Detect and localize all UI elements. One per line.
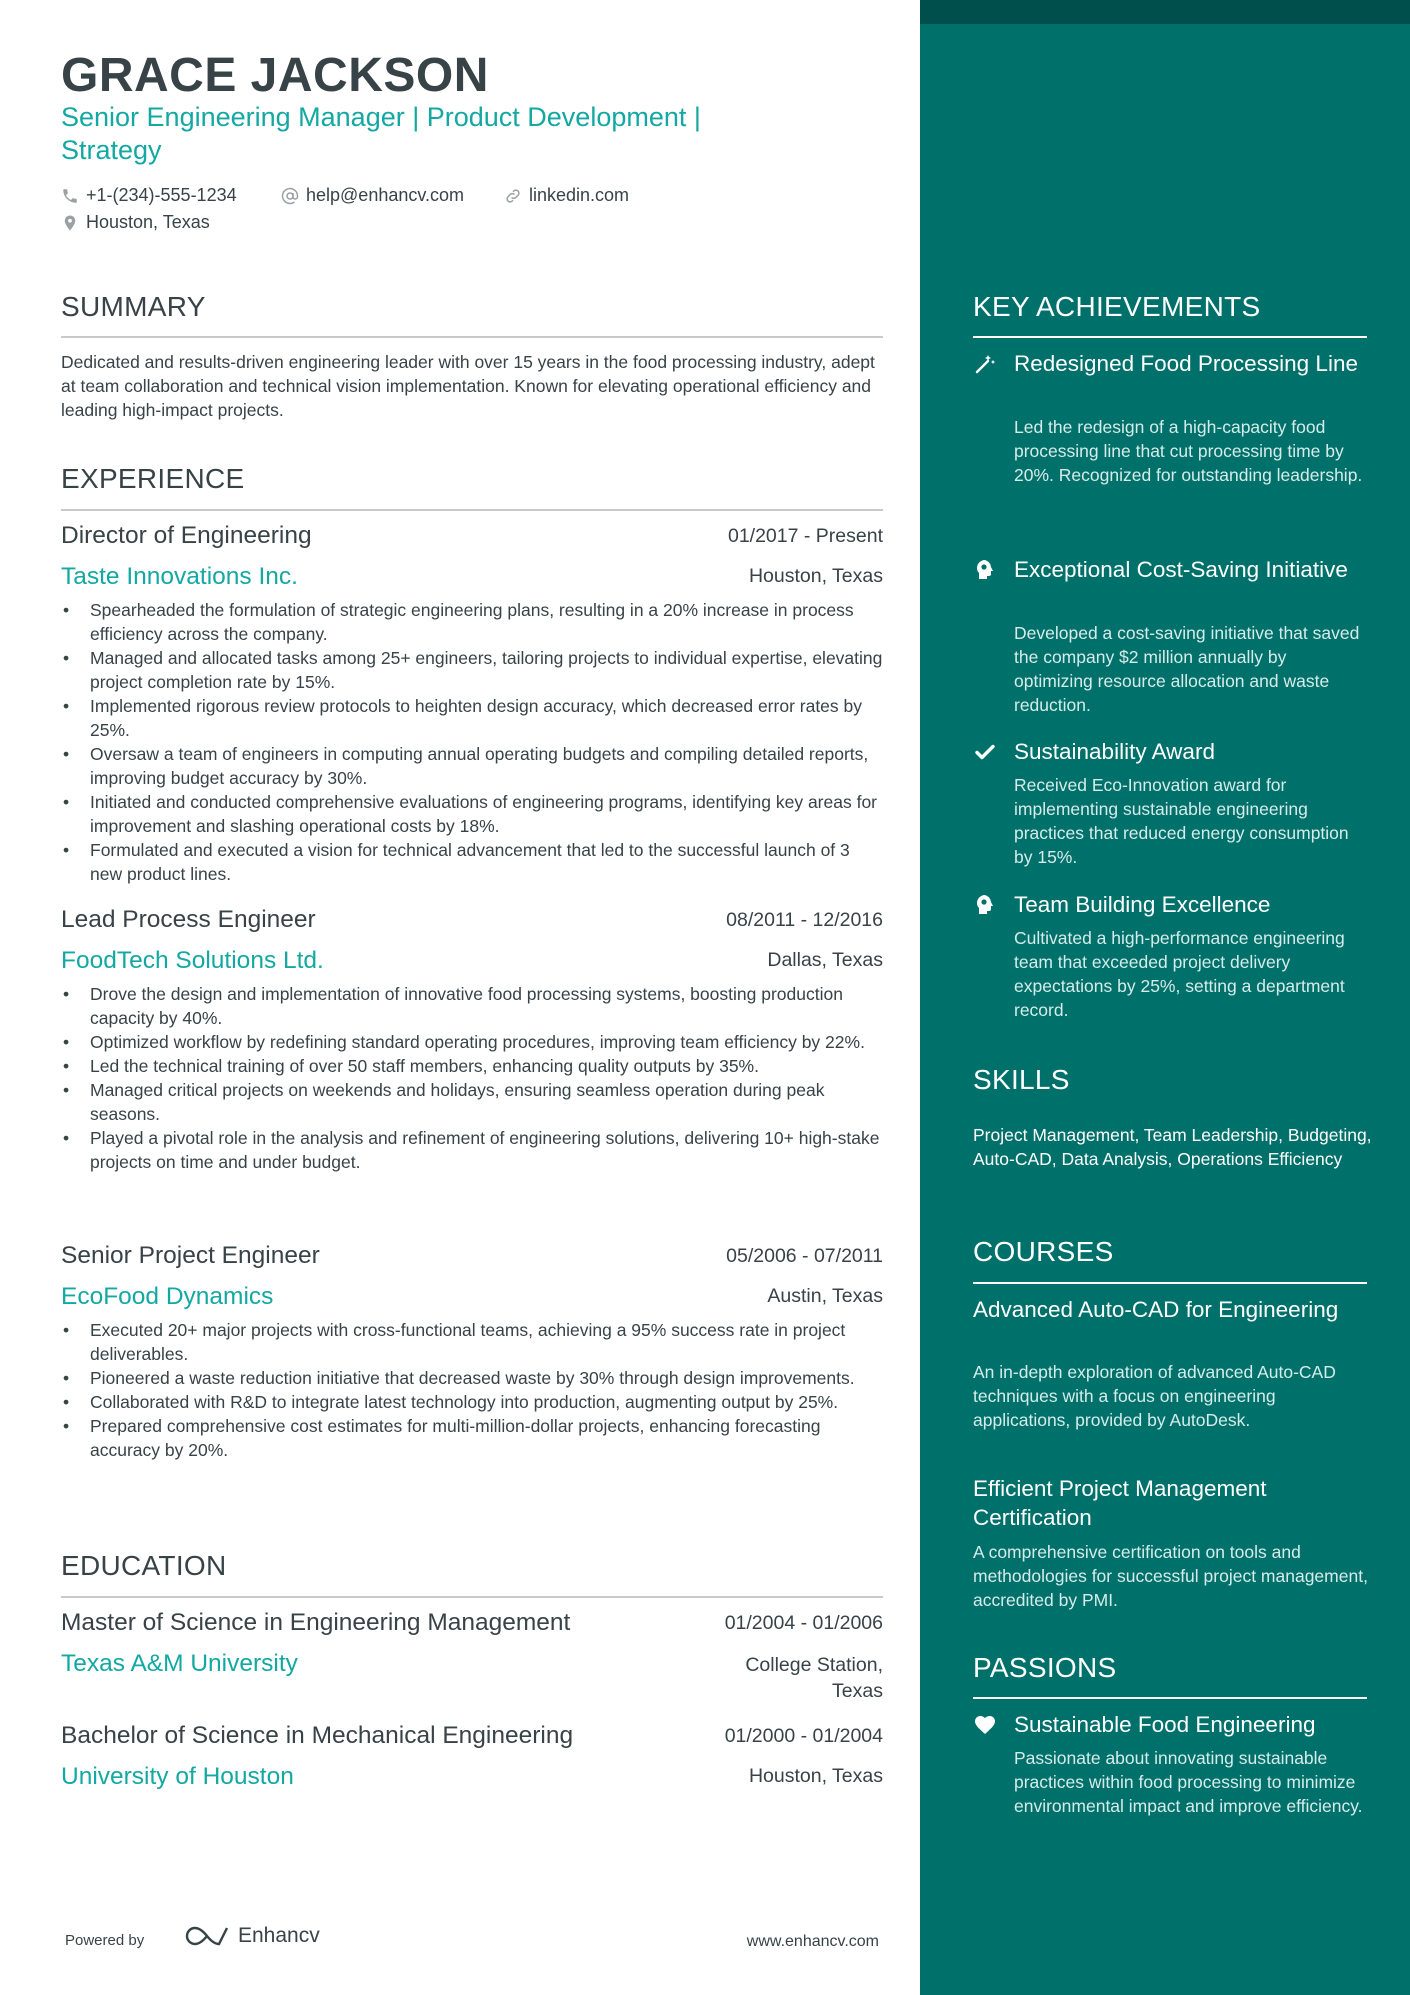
achievement-title: Team Building Excellence — [1014, 892, 1271, 917]
sidebar — [920, 0, 1410, 1995]
achievement-desc: Received Eco-Innovation award for implementing sustainable engineering practices that reduced energy consumption by 15%. — [1014, 775, 1349, 867]
achievement-desc: Led the redesign of a high-capacity food processing line that cut processing time by 20%. Recognized for outstanding leadership. — [1014, 417, 1363, 485]
course-title: Efficient Project Management Certification — [973, 1476, 1267, 1530]
job-title: Senior Project Engineer — [61, 1242, 320, 1269]
phone-text: +1-(234)-555-1234 — [86, 185, 237, 205]
list-item: • Implemented rigorous review protocols to heighten design accuracy, which decreased error rates by 25%. — [61, 694, 883, 742]
job-location: Houston, Texas — [748, 565, 883, 587]
school-location-line: Texas — [832, 1680, 883, 1702]
list-item: • Managed critical projects on weekends and holidays, ensuring seamless operation during peak seasons. — [61, 1078, 883, 1126]
job-date: 08/2011 - 12/2016 — [726, 909, 883, 931]
skills-heading: SKILLS — [973, 1064, 1070, 1095]
job-date: 05/2006 - 07/2011 — [726, 1245, 883, 1267]
list-item: • Optimized workflow by redefining standard operating procedures, improving team efficiency by 22%. — [61, 1030, 883, 1054]
candidate-name: GRACE JACKSON — [61, 49, 489, 102]
passions-heading: PASSIONS — [973, 1652, 1117, 1683]
magic-wand-icon — [973, 352, 997, 376]
job-location: Dallas, Texas — [767, 949, 883, 971]
school-name[interactable]: University of Houston — [61, 1763, 294, 1790]
email-text: help@enhancv.com — [306, 185, 465, 205]
summary-heading: SUMMARY — [61, 291, 206, 322]
school-name[interactable]: Texas A&M University — [61, 1650, 298, 1677]
contact-location — [61, 212, 210, 233]
link-icon — [504, 187, 522, 205]
courses-heading: COURSES — [973, 1236, 1114, 1267]
brand-name: Enhancv — [238, 1924, 320, 1947]
list-item: • Played a pivotal role in the analysis and refinement of engineering solutions, delivering 10+ high-stake projects on time and under budget. — [61, 1126, 883, 1174]
list-item: • Initiated and conducted comprehensive evaluations of engineering programs, identifying key areas for improvement and slashing operational costs by 18%. — [61, 790, 883, 838]
achievement-desc: Cultivated a high-performance engineering team that exceeded project delivery expectations by 25%, setting a department record. — [1014, 928, 1345, 1020]
achievement-title: Exceptional Cost-Saving Initiative — [1014, 557, 1348, 582]
skills-text: Project Management, Team Leadership, Budgeting, Auto-CAD, Data Analysis, Operations Efficiency — [973, 1125, 1372, 1169]
linkedin-text: linkedin.com — [529, 185, 630, 205]
list-item: • Drove the design and implementation of innovative food processing systems, boosting production capacity by 40%. — [61, 982, 883, 1030]
course-desc: A comprehensive certification on tools and methodologies for successful project management, accredited by PMI. — [973, 1542, 1368, 1610]
location-pin-icon — [61, 214, 79, 232]
brain-head-icon — [973, 558, 997, 582]
list-item: • Managed and allocated tasks among 25+ engineers, tailoring projects to individual expertise, elevating project completion rate by 15%. — [61, 646, 883, 694]
summary-text: Dedicated and results-driven engineering leader with over 15 years in the food processing industry, adept at team collaboration and technical vision implementation. Known for elevating operational efficiency and leading high-impact projects. — [61, 352, 875, 420]
degree-title: Master of Science in Engineering Management — [61, 1609, 571, 1636]
enhancv-logo[interactable] — [184, 1924, 320, 1948]
list-item: • Pioneered a waste reduction initiative that decreased waste by 30% through design improvements. — [61, 1366, 883, 1390]
experience-divider — [61, 509, 883, 511]
list-item: • Oversaw a team of engineers in computing annual operating budgets and compiling detailed reports, improving budget accuracy by 30%. — [61, 742, 883, 790]
job-title: Lead Process Engineer — [61, 906, 316, 933]
brain-head-icon — [973, 893, 997, 917]
education-heading: EDUCATION — [61, 1550, 227, 1581]
infinity-logo-icon — [184, 1924, 230, 1948]
headline: Senior Engineering Manager | Product Development | Strategy — [61, 102, 701, 165]
education-divider — [61, 1596, 883, 1598]
job-title: Director of Engineering — [61, 522, 312, 549]
job-location: Austin, Texas — [767, 1285, 883, 1307]
contact-phone[interactable] — [61, 185, 237, 206]
course-desc: An in-depth exploration of advanced Auto-CAD techniques with a focus on engineering applications, provided by AutoDesk. — [973, 1362, 1336, 1430]
experience-heading: EXPERIENCE — [61, 463, 245, 494]
job-company[interactable]: Taste Innovations Inc. — [61, 563, 298, 590]
achievement-title: Redesigned Food Processing Line — [1014, 351, 1358, 376]
job-bullets — [61, 1318, 883, 1462]
summary-divider — [61, 336, 883, 338]
list-item: • Prepared comprehensive cost estimates for multi-million-dollar projects, enhancing forecasting accuracy by 20%. — [61, 1414, 883, 1462]
job-company[interactable]: FoodTech Solutions Ltd. — [61, 947, 324, 974]
sidebar-top-band — [920, 0, 1410, 24]
degree-title: Bachelor of Science in Mechanical Engineering — [61, 1722, 574, 1749]
job-company[interactable]: EcoFood Dynamics — [61, 1283, 274, 1310]
list-item: • Formulated and executed a vision for technical advancement that led to the successful launch of 3 new product lines. — [61, 838, 883, 886]
passion-desc: Passionate about innovating sustainable practices within food processing to minimize environmental impact and improve efficiency. — [1014, 1748, 1363, 1816]
heart-icon — [973, 1713, 997, 1737]
list-item: • Collaborated with R&D to integrate latest technology into production, augmenting output by 25%. — [61, 1390, 883, 1414]
contact-email[interactable] — [281, 185, 464, 206]
powered-by-label: Powered by — [65, 1932, 145, 1949]
job-bullets — [61, 598, 883, 886]
achievement-title: Sustainability Award — [1014, 739, 1215, 764]
course-title: Advanced Auto-CAD for Engineering — [973, 1297, 1339, 1322]
at-icon — [281, 187, 299, 205]
degree-date: 01/2004 - 01/2006 — [724, 1612, 883, 1634]
footer-url[interactable]: www.enhancv.com — [746, 1933, 879, 1950]
achievements-heading: KEY ACHIEVEMENTS — [973, 291, 1261, 322]
phone-icon — [61, 187, 79, 205]
achievement-desc: Developed a cost-saving initiative that saved the company $2 million annually by optimizing resource allocation and waste reduction. — [1014, 623, 1360, 715]
job-date: 01/2017 - Present — [727, 525, 883, 547]
passion-title: Sustainable Food Engineering — [1014, 1712, 1316, 1737]
passions-divider — [973, 1697, 1367, 1699]
contact-linkedin[interactable] — [504, 185, 629, 206]
list-item: • Led the technical training of over 50 staff members, enhancing quality outputs by 35%. — [61, 1054, 883, 1078]
list-item: • Spearheaded the formulation of strategic engineering plans, resulting in a 20% increase in process efficiency across the company. — [61, 598, 883, 646]
degree-date: 01/2000 - 01/2004 — [724, 1725, 883, 1747]
achievements-divider — [973, 336, 1367, 338]
school-location — [745, 1652, 883, 1704]
school-location: Houston, Texas — [748, 1765, 883, 1787]
location-text: Houston, Texas — [86, 212, 210, 232]
school-location-line: College Station, — [745, 1654, 883, 1676]
list-item: • Executed 20+ major projects with cross-functional teams, achieving a 95% success rate in project deliverables. — [61, 1318, 883, 1366]
checkmark-icon — [973, 740, 997, 764]
courses-divider — [973, 1282, 1367, 1284]
job-bullets — [61, 982, 883, 1174]
